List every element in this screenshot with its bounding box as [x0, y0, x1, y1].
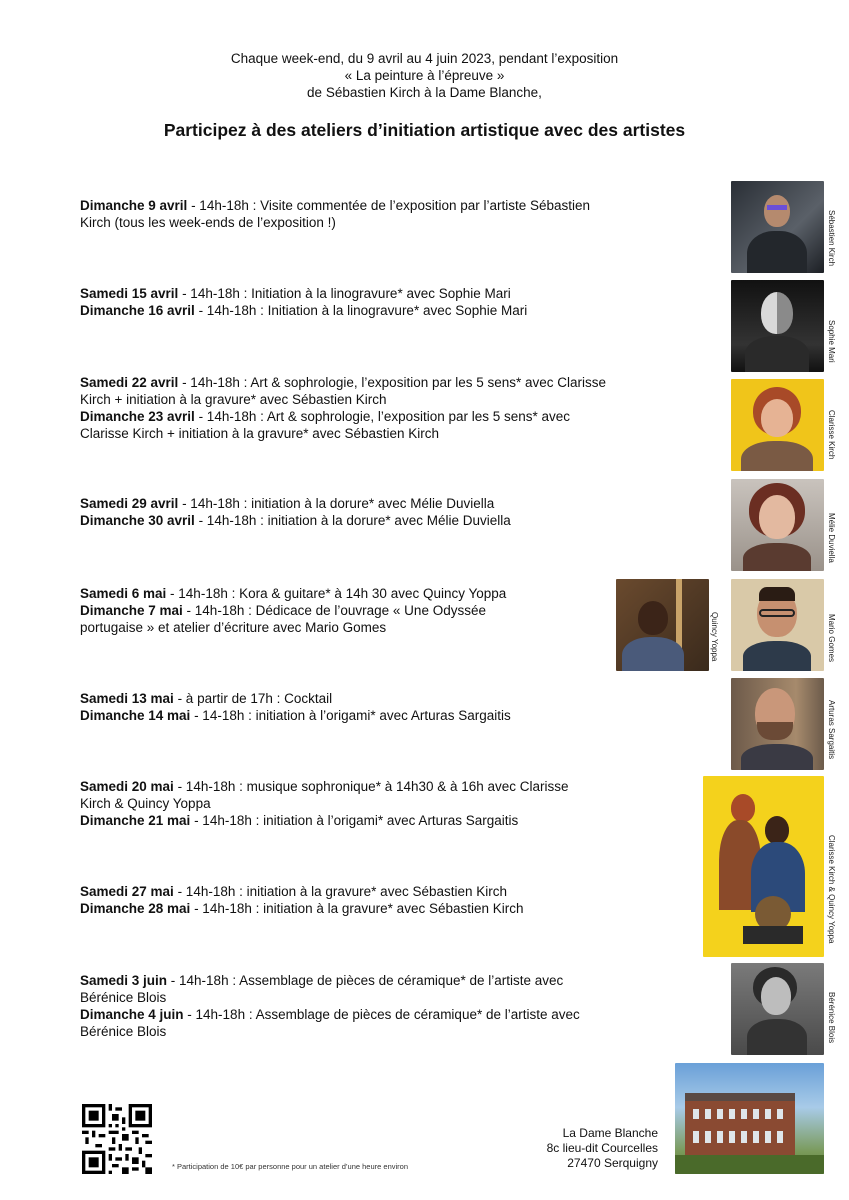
- event-line: [80, 214, 710, 231]
- participation-footnote: * Participation de 10€ par personne pour un atelier d’une heure environ: [172, 1162, 408, 1171]
- photo-berenice-blois: [731, 963, 824, 1055]
- event-block-9: [80, 972, 690, 1040]
- event-day: Samedi 6 mai: [80, 586, 167, 601]
- event-line: [80, 900, 680, 917]
- event-day: Samedi 3 juin: [80, 973, 168, 988]
- event-text: - 14h-18h : Art & sophrologie, l’exposition par les 5 sens* avec: [194, 409, 571, 424]
- event-text: - 14h-18h : initiation à la gravure* avec Sébastien Kirch: [173, 884, 508, 899]
- event-text: - 14h-18h : Visite commentée de l’exposition par l’artiste Sébastien: [187, 198, 591, 213]
- photo-clarisse-quincy: [703, 776, 824, 957]
- photo-caption: Clarisse Kirch: [827, 410, 836, 460]
- headline: Participez à des ateliers d’initiation artistique avec des artistes: [163, 120, 686, 140]
- event-text: - 14h-18h : Assemblage de pièces de céramique* de l’artiste avec: [167, 973, 564, 988]
- event-block-3: [80, 374, 710, 442]
- event-line: [80, 1006, 690, 1023]
- photo-arturas-sargaitis: [731, 678, 824, 770]
- event-line: [80, 512, 710, 529]
- event-text: Kirch (tous les week-ends de l’exposition !): [80, 215, 336, 230]
- intro-line-1: Chaque week-end, du 9 avril au 4 juin 2023, pendant l’exposition: [230, 51, 619, 66]
- event-day: Samedi 27 mai: [80, 884, 174, 899]
- intro-line-2: « La peinture à l’épreuve »: [344, 68, 505, 83]
- event-day: Dimanche 4 juin: [80, 1007, 184, 1022]
- event-block-6: [80, 690, 710, 724]
- event-block-5: [80, 585, 610, 636]
- event-line: [80, 302, 710, 319]
- event-text: Clarisse Kirch + initiation à la gravure* avec Sébastien Kirch: [80, 426, 440, 441]
- photo-mario-gomes: [731, 579, 824, 671]
- event-text: - 14h-18h : Art & sophrologie, l’exposition par les 5 sens* avec Clarisse: [178, 375, 607, 390]
- event-line: [80, 690, 710, 707]
- qr-code-icon: [82, 1104, 152, 1174]
- event-text: Bérénice Blois: [80, 990, 167, 1005]
- intro-line-3: de Sébastien Kirch à la Dame Blanche,: [307, 85, 542, 100]
- event-line: [80, 408, 710, 425]
- event-line: [80, 495, 710, 512]
- event-text: portugaise » et atelier d’écriture avec Mario Gomes: [80, 620, 387, 635]
- event-block-4: [80, 495, 710, 529]
- event-text: - 14h-18h : initiation à la dorure* avec Mélie Duviella: [178, 496, 495, 511]
- event-day: Samedi 29 avril: [80, 496, 179, 511]
- event-line: [80, 285, 710, 302]
- event-line: [80, 619, 610, 636]
- event-line: [80, 707, 710, 724]
- event-line: [80, 812, 680, 829]
- event-line: [80, 883, 680, 900]
- event-text: - 14h-18h : Kora & guitare* à 14h 30 avec Quincy Yoppa: [166, 586, 507, 601]
- event-block-8: [80, 883, 680, 917]
- photo-sophie-mari: [731, 280, 824, 372]
- event-text: - 14h-18h : initiation à la gravure* avec Sébastien Kirch: [190, 901, 524, 916]
- photo-la-dame-blanche-building: [675, 1063, 824, 1174]
- event-day: Dimanche 21 mai: [80, 813, 191, 828]
- event-text: Kirch + initiation à la gravure* avec Sébastien Kirch: [80, 392, 387, 407]
- event-line: [80, 795, 680, 812]
- venue-name: La Dame Blanche: [562, 1126, 658, 1140]
- event-text: - à partir de 17h : Cocktail: [173, 691, 333, 706]
- event-text: - 14h-18h : Dédicace de l’ouvrage « Une Odyssée: [182, 603, 486, 618]
- event-line: [80, 972, 690, 989]
- event-line: [80, 425, 710, 442]
- venue-address: [520, 1126, 658, 1171]
- event-day: Dimanche 23 avril: [80, 409, 195, 424]
- event-line: [80, 374, 710, 391]
- event-text: Bérénice Blois: [80, 1024, 167, 1039]
- event-block-1: [80, 197, 710, 231]
- event-text: - 14h-18h : Assemblage de pièces de céramique* de l’artiste avec: [183, 1007, 580, 1022]
- event-day: Dimanche 14 mai: [80, 708, 191, 723]
- event-line: [80, 197, 710, 214]
- event-line: [80, 989, 690, 1006]
- photo-caption: Bérénice Blois: [827, 992, 836, 1044]
- event-block-2: [80, 285, 710, 319]
- event-line: [80, 585, 610, 602]
- venue-city: 27470 Serquigny: [567, 1156, 658, 1170]
- event-day: Samedi 13 mai: [80, 691, 174, 706]
- venue-street: 8c lieu-dit Courcelles: [546, 1141, 658, 1155]
- event-text: - 14h-18h : musique sophronique* à 14h30 & à 16h avec Clarisse: [173, 779, 569, 794]
- event-day: Samedi 20 mai: [80, 779, 174, 794]
- photo-caption: Quincy Yoppa: [710, 612, 719, 662]
- event-day: Samedi 22 avril: [80, 375, 179, 390]
- photo-caption: Mélie Duviella: [827, 513, 836, 563]
- event-day: Samedi 15 avril: [80, 286, 179, 301]
- photo-caption: Sébastien Kirch: [827, 210, 836, 267]
- photo-quincy-yoppa: [616, 579, 709, 671]
- photo-melie-duviella: [731, 479, 824, 571]
- event-text: - 14h-18h : Initiation à la linogravure* avec Sophie Mari: [194, 303, 528, 318]
- photo-caption: Clarisse Kirch & Quincy Yoppa: [827, 835, 836, 944]
- photo-clarisse-kirch: [731, 379, 824, 471]
- event-text: - 14h-18h : initiation à l’origami* avec Arturas Sargaitis: [190, 813, 519, 828]
- event-day: Dimanche 30 avril: [80, 513, 195, 528]
- event-block-7: [80, 778, 680, 829]
- event-text: - 14h-18h : initiation à la dorure* avec Mélie Duviella: [194, 513, 511, 528]
- photo-caption: Mario Gomes: [827, 614, 836, 663]
- photo-sebastien-kirch: [731, 181, 824, 273]
- photo-caption: Arturas Sargaitis: [827, 700, 836, 760]
- event-line: [80, 1023, 690, 1040]
- event-day: Dimanche 9 avril: [80, 198, 188, 213]
- event-text: - 14-18h : initiation à l’origami* avec Arturas Sargaitis: [190, 708, 511, 723]
- event-text: - 14h-18h : Initiation à la linogravure* avec Sophie Mari: [178, 286, 511, 301]
- intro: [0, 50, 849, 101]
- event-line: [80, 391, 710, 408]
- event-day: Dimanche 16 avril: [80, 303, 195, 318]
- event-day: Dimanche 28 mai: [80, 901, 191, 916]
- event-line: [80, 602, 610, 619]
- event-day: Dimanche 7 mai: [80, 603, 183, 618]
- photo-caption: Sophie Mari: [827, 320, 836, 363]
- event-text: Kirch & Quincy Yoppa: [80, 796, 211, 811]
- event-line: [80, 778, 680, 795]
